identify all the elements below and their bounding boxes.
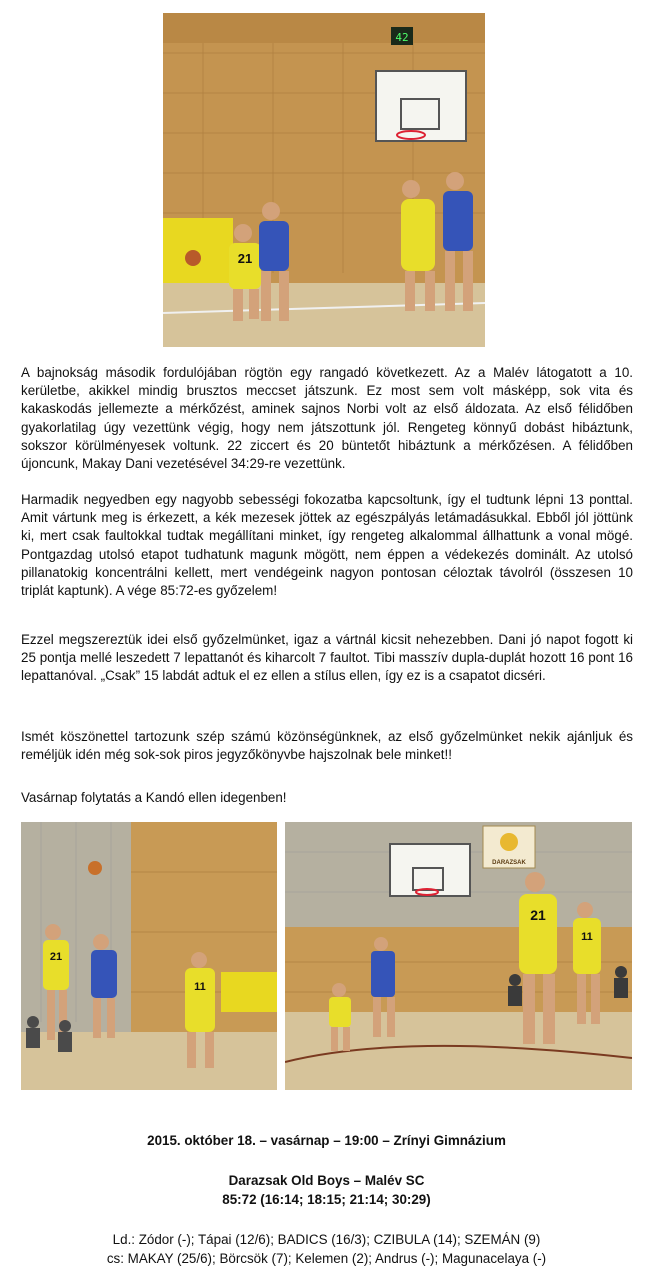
top-jersey-number: 21 <box>237 251 253 266</box>
bottom-left-game-photo <box>21 822 277 1090</box>
right-photo-jersey-b: 11 <box>581 931 593 943</box>
match-date-line: 2015. október 18. – vasárnap – 19:00 – Zrínyi Gimnázium <box>147 1133 506 1148</box>
article-paragraph-5: Vasárnap folytatás a Kandó ellen idegenben! <box>21 790 287 805</box>
article-paragraph-2: Harmadik negyedben egy nagyobb sebességi fokozatba kapcsoltunk, így el tudtunk lépni 13 ponttal. Amit vártunk meg is érkezett, a kék mezesek jöttek az egészpályás letámadásukkal. Ebből jól jöttünk ki, mert csak faultokkal tudtak megállítani minket, így rengeteg alkalommal állhattunk a vonal mögé. Pontgazdag utolsó etapot tudhatunk magunk mögött, nem éppen a védekezés dominált. Az utolsó pillanatokig koncentrálni kellett, mert vendégeink nagyon pontosan céloztak távolról (összesen 10 triplát kaptunk). A vége 85:72-es győzelem! <box>21 492 633 599</box>
bottom-right-game-photo <box>285 822 632 1090</box>
right-photo-banner-text: DARAZSAK <box>492 860 526 866</box>
match-teams: Darazsak Old Boys – Malév SC <box>228 1173 425 1188</box>
scoreboard-digits: 42 <box>395 31 409 44</box>
right-photo-jersey-a: 21 <box>530 907 546 923</box>
left-photo-jersey-b: 11 <box>194 981 206 993</box>
article-paragraph-3: Ezzel megszereztük idei első győzelmünket, igaz a vártnál kicsit nehezebben. Dani jó napot fogott ki 25 pontja mellé leszedett 7 lepattanót és kiharcolt 7 faultot. Tibi masszív dupla-duplát hozott 16 pont 16 lepattanóval. „Csak” 15 labdát adtuk el ez ellen a stílus ellen, így ez is a csapatot dicséri. <box>21 632 633 684</box>
article-paragraph-4: Ismét köszönettel tartozunk szép számú közönségünknek, az első győzelmünket nekik ajánljuk és reméljük idén még sok-sok piros jegyzőkönyvbe hajszolnak bele minket!! <box>21 729 633 763</box>
top-game-photo <box>163 13 485 347</box>
left-photo-jersey-a: 21 <box>49 951 63 963</box>
lineup-starting: Ld.: Zódor (-); Tápai (12/6); BADICS (16/3); CZIBULA (14); SZEMÁN (9) <box>112 1232 541 1247</box>
match-score: 85:72 (16:14; 18:15; 21:14; 30:29) <box>222 1192 431 1207</box>
lineup-bench: cs: MAKAY (25/6); Börcsök (7); Kelemen (2); Andrus (-); Magunacelaya (-) <box>106 1251 547 1266</box>
article-paragraph-1: A bajnokság második fordulójában rögtön egy rangadó következett. Az a Malév látogatott a 10. kerületbe, akikkel mindig brusztos meccset játszunk. Ez most sem volt másképp, sok vita és kakaskodás jellemezte a mérkőzést, aminek sajnos Norbi volt az első áldozata. Az első félidőben gyakorlatilag úgy vezettünk végig, hogy nem játszottunk jól. Rengeteg könnyű dobást hibáztunk, sokszor körülményesek voltunk. 22 ziccert és 20 büntetőt hibáztunk a mérkőzésen. A félidőben újoncunk, Makay Dani vezetésével 34:29-re vezettünk. <box>21 365 633 472</box>
